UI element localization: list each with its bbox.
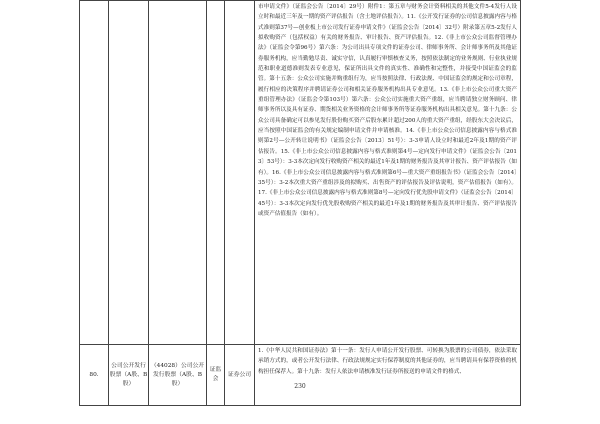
legal-basis-cell: 市申请文件》（证监会公告〔2014〕29号）附件1：第五章与财务会计资料相关的其他文件5-4发行人设立时和最近三年及一期的资产评估报告（含土地评估报告）。11.《公开发行证券的公司信息披露内容与格式准则第37号—创业板上市公司发行证券申请文件》（证监会公告〔2014〕32号）附录第五章5-2发行人拟收购资产（包括权益）有关的财务报告、审计报告、资产评估报告。12.《非上市公众公司监督管理办法》（证监会令第96号）第六条：为公司出具专项文件的证券公司、律师事务所、会计师事务所及其他证券服务机构，应当勤勉尽责、诚实守信，认真履行审慎核查义务，按照依法制定的业务规则、行业执业规范和职业道德准则发表专业意见，保证所出具文件的真实性、准确性和完整性，并接受中国证监会的监管。第十五条：公众公司实施并购重组行为，应当按照法律、行政法规、中国证监会的规定和公司章程，履行相应的决策程序并聘请证券公司和相关证券服务机构出具专业意见。13.《非上市公众公司重大资产重组管理办法》（证监会令第103号）第六条：公众公司实施重大资产重组，应当聘请独立财务顾问、律师事务所以及具有证券、期货相关业务资格的会计师事务所等证券服务机构出具相关意见。第十九条：公众公司具备确定可以参见发行股份购买资产后股东累计超过200人的重大资产重组，经股东大会决议后，应当按照中国证监会的有关规定编制申请文件并申请核准。14.《非上市公众公司信息披露内容与格式准则第2号—公开转让说明书》（证监会公告〔2013〕51号）：3-3申请人设立时和最近2年及1期的资产评估报告。15.《非上市公众公司信息披露内容与格式准则第4号—定向发行申请文件》（证监会公告〔2013〕53号）：3-3本次定向发行收购资产相关的最近1年及1期的财务报告及其审计报告、资产评估报告（如有）。16.《非上市公众公司信息披露内容与格式准则第6号—重大资产重组报告书》（证监会公告〔2014〕35号）：3-2本次重大资产重组涉及的拟购买、出售资产的评估报告及评估说明，资产估值报告（如有）。17.《非上市公众公司信息披露内容与格式准则第8号—定向发行优先股申请文件》（证监会公告〔2014〕45号）：3-3本次定向发行优先股收购资产相关的最近1年及1期的财务报告及其审计报告、资产评估报告或资产估值报告（如有）。 <box>255 1 521 345</box>
row-number: 80. <box>80 345 109 406</box>
department-cell <box>207 1 225 345</box>
page-number: 230 <box>294 383 306 390</box>
organization-cell <box>225 1 255 345</box>
organization: 证券公司 <box>225 345 255 406</box>
item-name-cell <box>109 1 149 345</box>
department: 证监会 <box>207 345 225 406</box>
item-code-cell <box>149 1 207 345</box>
legal-basis-text: 1.《中华人民共和国证券法》第十一条：发行人申请公开发行股票、可转换为股票的公司债券，依法采取承销方式的，或者公开发行法律、行政法规规定实行保荐制度的其他证券的，应当聘请具有保荐资格的机构担任保荐人。第十九条：发行人依法申请核准发行证券所报送的申请文件的格式、 <box>255 345 521 406</box>
table-row <box>80 345 521 406</box>
item-name: 公司公开发行股票（A股、B股） <box>109 345 149 406</box>
table-row <box>80 1 521 345</box>
regulation-table <box>79 0 521 406</box>
item-code: （44028）公司公开发行股票（A股、B股） <box>149 345 207 406</box>
row-number-cell <box>80 1 109 345</box>
